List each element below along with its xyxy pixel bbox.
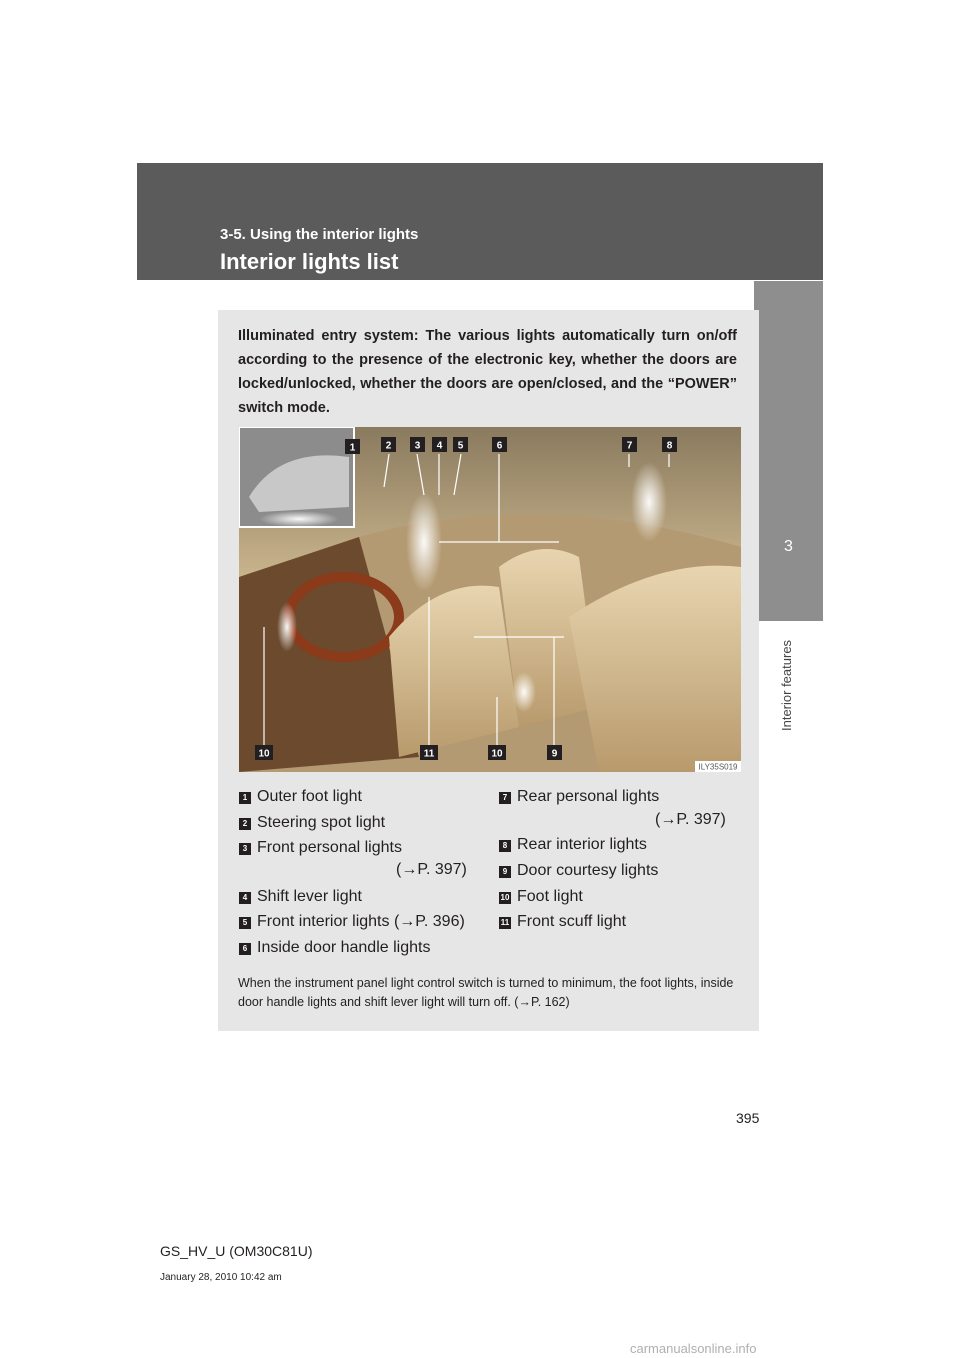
interior-illustration	[239, 427, 741, 772]
legend-label: Rear interior lights	[517, 836, 647, 853]
svg-text:1: 1	[349, 442, 356, 454]
legend-label: Inside door handle lights	[257, 939, 431, 956]
legend-item-3	[239, 839, 402, 857]
illustration-code: ILY35S019	[698, 762, 738, 772]
light-beam-rear-personal	[631, 462, 667, 542]
legend-label: Front scuff light	[517, 913, 627, 930]
svg-text:6: 6	[496, 440, 503, 452]
chapter-label: Interior features	[779, 639, 794, 731]
watermark: carmanualsonline.info	[630, 1341, 757, 1356]
legend-num: 6	[239, 943, 251, 955]
light-beam-courtesy	[512, 672, 536, 712]
svg-text:5: 5	[457, 440, 464, 452]
svg-text:7: 7	[626, 440, 633, 452]
svg-text:3: 3	[414, 440, 421, 452]
legend-num: 3	[239, 843, 251, 855]
legend-item-5	[239, 913, 465, 931]
chapter-number: 3	[784, 538, 793, 555]
legend-num: 11	[500, 918, 510, 927]
legend-num: 4	[239, 892, 251, 904]
chapter-tab	[754, 281, 823, 621]
document-date: January 28, 2010 10:42 am	[160, 1272, 282, 1283]
legend-label: Shift lever light	[257, 888, 362, 905]
legend-label: Front interior lights (→P. 396)	[257, 913, 465, 930]
legend-label: Rear personal lights	[517, 788, 660, 805]
legend-num: 8	[499, 840, 511, 852]
light-beam-front-personal	[406, 492, 442, 592]
legend-item-7	[499, 788, 659, 806]
svg-text:9: 9	[551, 748, 558, 760]
legend-num: 10	[500, 893, 510, 902]
svg-text:10: 10	[258, 748, 270, 760]
legend-item-8	[499, 836, 647, 854]
legend-ref-3: (→P. 397)	[396, 861, 467, 878]
light-beam-foot	[277, 602, 297, 652]
legend-item-1	[239, 788, 362, 806]
footnote: When the instrument panel light control switch is turned to minimum, the foot lights, inside door handle lights and shift lever light will turn off. (→P. 162)	[238, 976, 734, 1009]
page-header	[137, 163, 823, 280]
svg-text:4: 4	[436, 440, 443, 452]
inset-foot-glow	[259, 511, 339, 527]
intro-text: Illuminated entry system: The various lights automatically turn on/off according to the presence of the electronic key, whether the doors are locked/unlocked, whether the doors are open/closed, and the “POWER” switch mode.	[238, 328, 737, 416]
legend-label: Door courtesy lights	[517, 862, 659, 879]
legend-label: Outer foot light	[257, 788, 362, 805]
page-title: Interior lights list	[220, 249, 399, 274]
svg-text:11: 11	[423, 748, 435, 760]
legend-item-11	[499, 913, 626, 931]
legend-num: 7	[499, 792, 511, 804]
legend-item-6	[239, 939, 430, 957]
legend-label: Front personal lights	[257, 839, 402, 856]
svg-text:8: 8	[666, 440, 673, 452]
legend-label: Foot light	[517, 888, 583, 905]
legend-label: Steering spot light	[257, 814, 386, 831]
section-title: 3-5. Using the interior lights	[220, 226, 419, 243]
legend-ref-7: (→P. 397)	[655, 811, 726, 828]
content-panel	[218, 310, 759, 1031]
page-number: 395	[736, 1110, 760, 1126]
legend-num: 1	[239, 792, 251, 804]
legend-item-2	[239, 814, 385, 832]
legend-item-10	[499, 888, 583, 906]
legend-item-9	[499, 862, 658, 880]
legend-num: 9	[499, 866, 511, 878]
svg-text:2: 2	[385, 440, 392, 452]
legend-num: 2	[239, 818, 251, 830]
legend-item-4	[239, 888, 362, 906]
document-code: GS_HV_U (OM30C81U)	[160, 1243, 313, 1259]
svg-text:10: 10	[491, 748, 503, 760]
legend-num: 5	[239, 917, 251, 929]
